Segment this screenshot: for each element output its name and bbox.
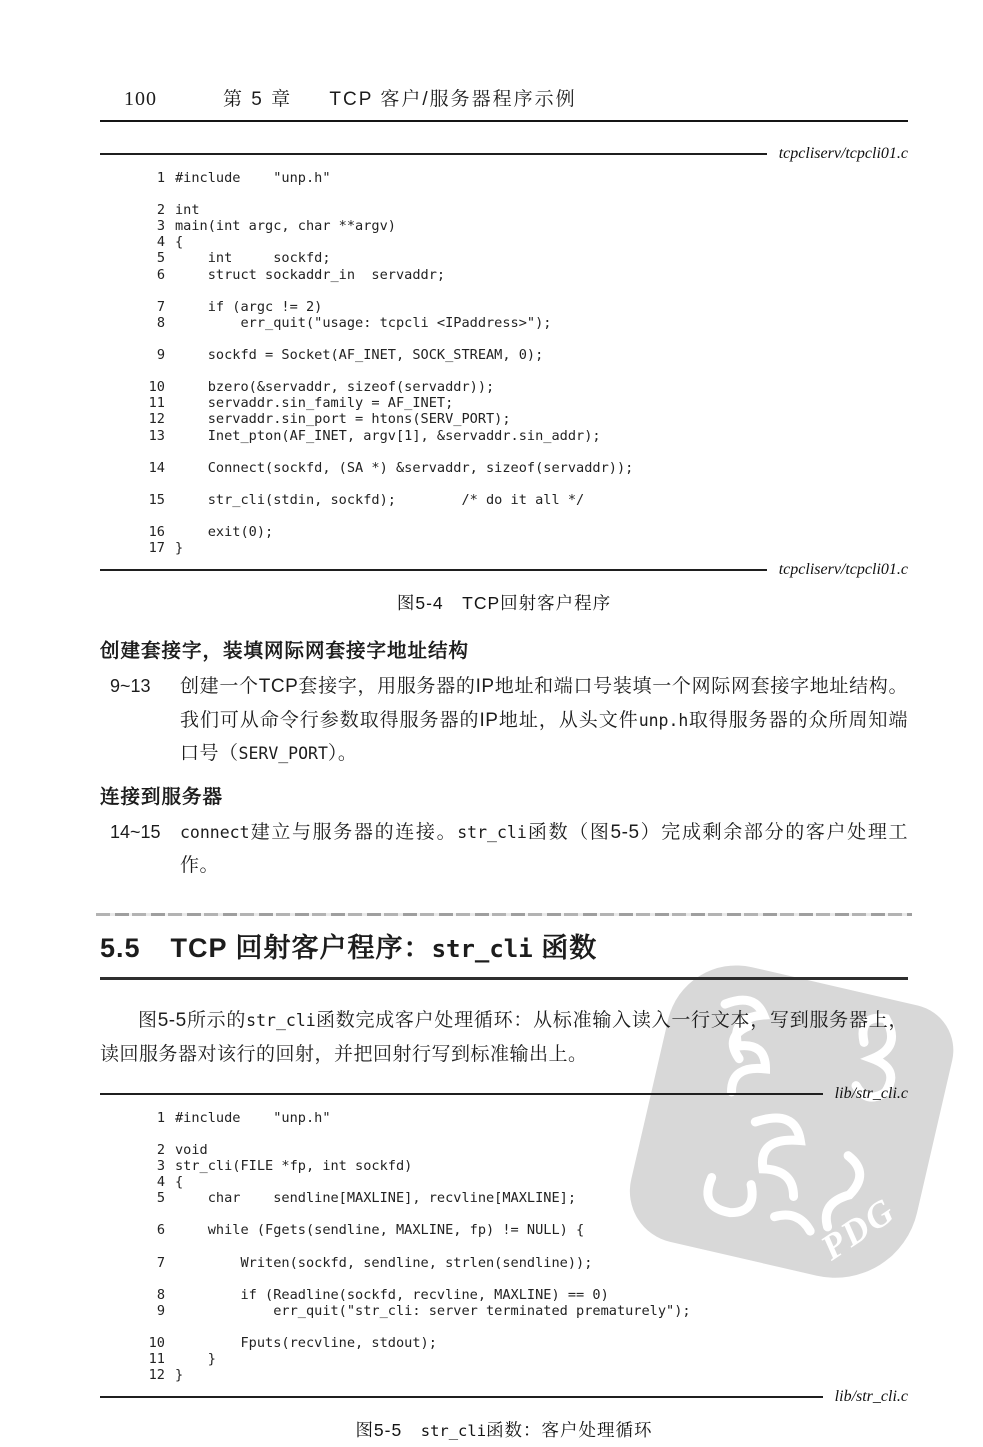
code-line [137,1335,908,1351]
line-number: 6 [156,266,165,283]
line-text: } [175,1351,216,1368]
line-number: 12 [148,411,165,428]
line-text: Inet_pton(AF_INET, argv[1], &servaddr.sin_addr); [175,427,601,444]
line-text: #include "unp.h" [175,170,331,186]
notes [100,635,908,883]
text-segment: str_cli [246,1010,316,1030]
text-segment: 取得服务器的众所周知端口号（ [180,709,908,765]
note-section-heading: 连接到服务器 [100,785,224,808]
code-line [137,476,908,492]
code-line [137,363,908,379]
caption-segment: str_cli [420,1422,487,1441]
code-line [137,1110,908,1126]
line-text: } [175,1367,184,1384]
line-text: int [175,202,200,219]
code-line [137,428,908,444]
code-line [137,250,908,266]
line-number: 7 [156,298,165,315]
line-text: servaddr.sin_family = AF_INET; [175,395,454,412]
code-line [137,1239,908,1255]
listing-bottom-rule [100,1387,908,1407]
code-line [137,540,908,556]
line-number: 10 [148,1335,165,1352]
note-paragraph [180,816,908,883]
code-line [137,170,908,186]
text-segment: 图5-5所示的 [138,1009,247,1031]
line-number: 16 [148,524,165,541]
line-text: main(int argc, char **argv) [175,218,396,235]
code-line [137,1126,908,1142]
code-line [137,395,908,411]
line-number: 5 [156,250,165,267]
line-number: 8 [156,1286,165,1303]
line-text: Fputs(recvline, stdout); [175,1335,437,1352]
caption-segment: 图5-4 TCP回射客户程序 [396,593,612,614]
code-line [137,524,908,540]
note-row [100,816,908,883]
code-line [137,411,908,427]
line-text: { [175,234,184,251]
code-line [137,1287,908,1303]
line-number: 8 [156,314,165,331]
code-line [137,1271,908,1287]
intro-paragraph [100,1004,908,1072]
code-block [100,164,908,560]
code-line [137,1158,908,1174]
line-number: 17 [148,540,165,557]
text-segment: 函数完成客户处理循环：从标准输入读入一行文本，写到服务器上，读回服务器对该行的回射，并把回射行写到标准输出上。 [100,1009,908,1065]
code-line [137,460,908,476]
code-line [137,1174,908,1190]
line-number: 2 [156,1141,165,1158]
line-text: } [175,540,184,557]
line-text: int sockfd; [175,250,331,267]
line-number: 5 [156,1190,165,1207]
line-number: 15 [148,491,165,508]
code-line [137,444,908,460]
caption-segment: 图5-5 [355,1420,421,1441]
line-number: 11 [148,395,165,412]
code-line [137,218,908,234]
code-line [137,1319,908,1335]
code-line [137,283,908,299]
section-number: 5.5 [100,932,141,963]
code-line [137,1367,908,1383]
text-segment: str_cli [457,822,527,842]
line-text: bzero(&servaddr, sizeof(servaddr)); [175,379,495,396]
listing-bottom-rule [100,560,908,580]
line-text: void [175,1141,208,1158]
note-line-range: 14~15 [110,821,161,842]
source-file-label: lib/str_cli.c [834,1388,908,1406]
line-number: 9 [156,1302,165,1319]
line-text: servaddr.sin_port = htons(SERV_PORT); [175,411,511,428]
horizontal-rule [100,153,767,155]
line-text: str_cli(FILE *fp, int sockfd) [175,1158,413,1175]
source-file-label: tcpcliserv/tcpcli01.c [778,561,908,579]
horizontal-rule [100,1093,823,1095]
code-line [137,1206,908,1222]
code-line [137,508,908,524]
line-number: 11 [148,1351,165,1368]
listing-top-rule [100,1084,908,1104]
code-line [137,186,908,202]
horizontal-rule [100,569,767,571]
code-line [137,1255,908,1271]
figure-caption [100,590,908,615]
line-number: 4 [156,1174,165,1191]
code-line [137,492,908,508]
note-row [100,670,908,771]
figure-caption [100,1417,908,1442]
code-line [137,379,908,395]
section-title-segment: TCP 回射客户程序： [170,932,432,963]
chapter-title [223,84,577,111]
line-number: 1 [156,170,165,186]
note-paragraph [180,670,908,771]
page-content [100,0,908,1442]
line-text: Connect(sockfd, (SA *) &servaddr, sizeof(servaddr)); [175,459,634,476]
text-segment: 创建一个TCP套接字，用服务器的IP地址和端口号装填一个网际网套接字地址结构。我们可从命令行参数取得服务器的IP地址，从头文件 [180,676,908,731]
section-title [171,926,598,965]
line-text: err_quit("str_cli: server terminated prematurely"); [175,1302,691,1319]
text-segment: unp.h [638,710,689,730]
line-text: exit(0); [175,524,274,541]
line-text: #include "unp.h" [175,1109,331,1126]
line-text: { [175,1174,184,1191]
note-line-range: 9~13 [110,676,151,697]
code-line [137,315,908,331]
code-line [137,202,908,218]
line-text: if (argc != 2) [175,298,323,315]
line-number: 14 [148,459,165,476]
code-block [100,1104,908,1388]
listing-str-cli [100,1084,908,1443]
line-text: char sendline[MAXLINE], recvline[MAXLINE]; [175,1190,577,1207]
section-title-segment: str_cli [431,934,533,963]
line-text: if (Readline(sockfd, recvline, MAXLINE) == 0) [175,1286,609,1303]
listing-top-rule [100,144,908,164]
line-number: 2 [156,202,165,219]
line-number: 10 [148,379,165,396]
text-segment: 建立与服务器的连接。 [249,821,458,843]
note-section-heading: 创建套接字，装填网际网套接字地址结构 [100,640,470,663]
line-number: 3 [156,218,165,235]
line-text: while (Fgets(sendline, MAXLINE, fp) != NULL) { [175,1222,585,1239]
code-line [137,1142,908,1158]
line-number: 12 [148,1367,165,1384]
code-line [137,267,908,283]
code-line [137,1303,908,1319]
watermark-pdg-label: PDG [813,1189,903,1268]
code-line [137,234,908,250]
code-line [137,299,908,315]
code-line [137,1351,908,1367]
horizontal-rule [100,1396,823,1398]
page-number: 100 [124,88,157,110]
line-number: 13 [148,427,165,444]
line-number: 6 [156,1222,165,1239]
code-line [137,347,908,363]
line-number: 7 [156,1254,165,1271]
line-text: Writen(sockfd, sendline, strlen(sendline)); [175,1254,593,1271]
page-header [100,84,908,122]
line-number: 4 [156,234,165,251]
chapter-label: 第 5 章 [223,89,293,110]
code-line [137,1190,908,1206]
line-text: sockfd = Socket(AF_INET, SOCK_STREAM, 0); [175,347,544,364]
caption-segment: 函数：客户处理循环 [486,1420,653,1441]
line-number: 9 [156,347,165,364]
line-number: 3 [156,1158,165,1175]
line-text: struct sockaddr_in servaddr; [175,266,446,283]
text-segment: 函数（图5-5）完成剩余部分的客户处理工作。 [180,821,908,877]
section-heading [100,917,908,980]
chapter-title-text: TCP 客户/服务器程序示例 [329,89,577,110]
line-number: 1 [156,1109,165,1126]
line-text: err_quit("usage: tcpcli <IPaddress>"); [175,314,552,331]
source-file-label: tcpcliserv/tcpcli01.c [778,145,908,162]
text-segment: connect [180,822,250,842]
listing-tcpcli01 [100,144,908,615]
code-line [137,1222,908,1238]
code-line [137,331,908,347]
section-title-segment: 函数 [532,932,598,963]
source-file-label: lib/str_cli.c [834,1084,908,1102]
text-segment: ）。 [327,743,358,765]
line-text: str_cli(stdin, sockfd); /* do it all */ [175,491,585,508]
text-segment: SERV_PORT [238,744,328,764]
